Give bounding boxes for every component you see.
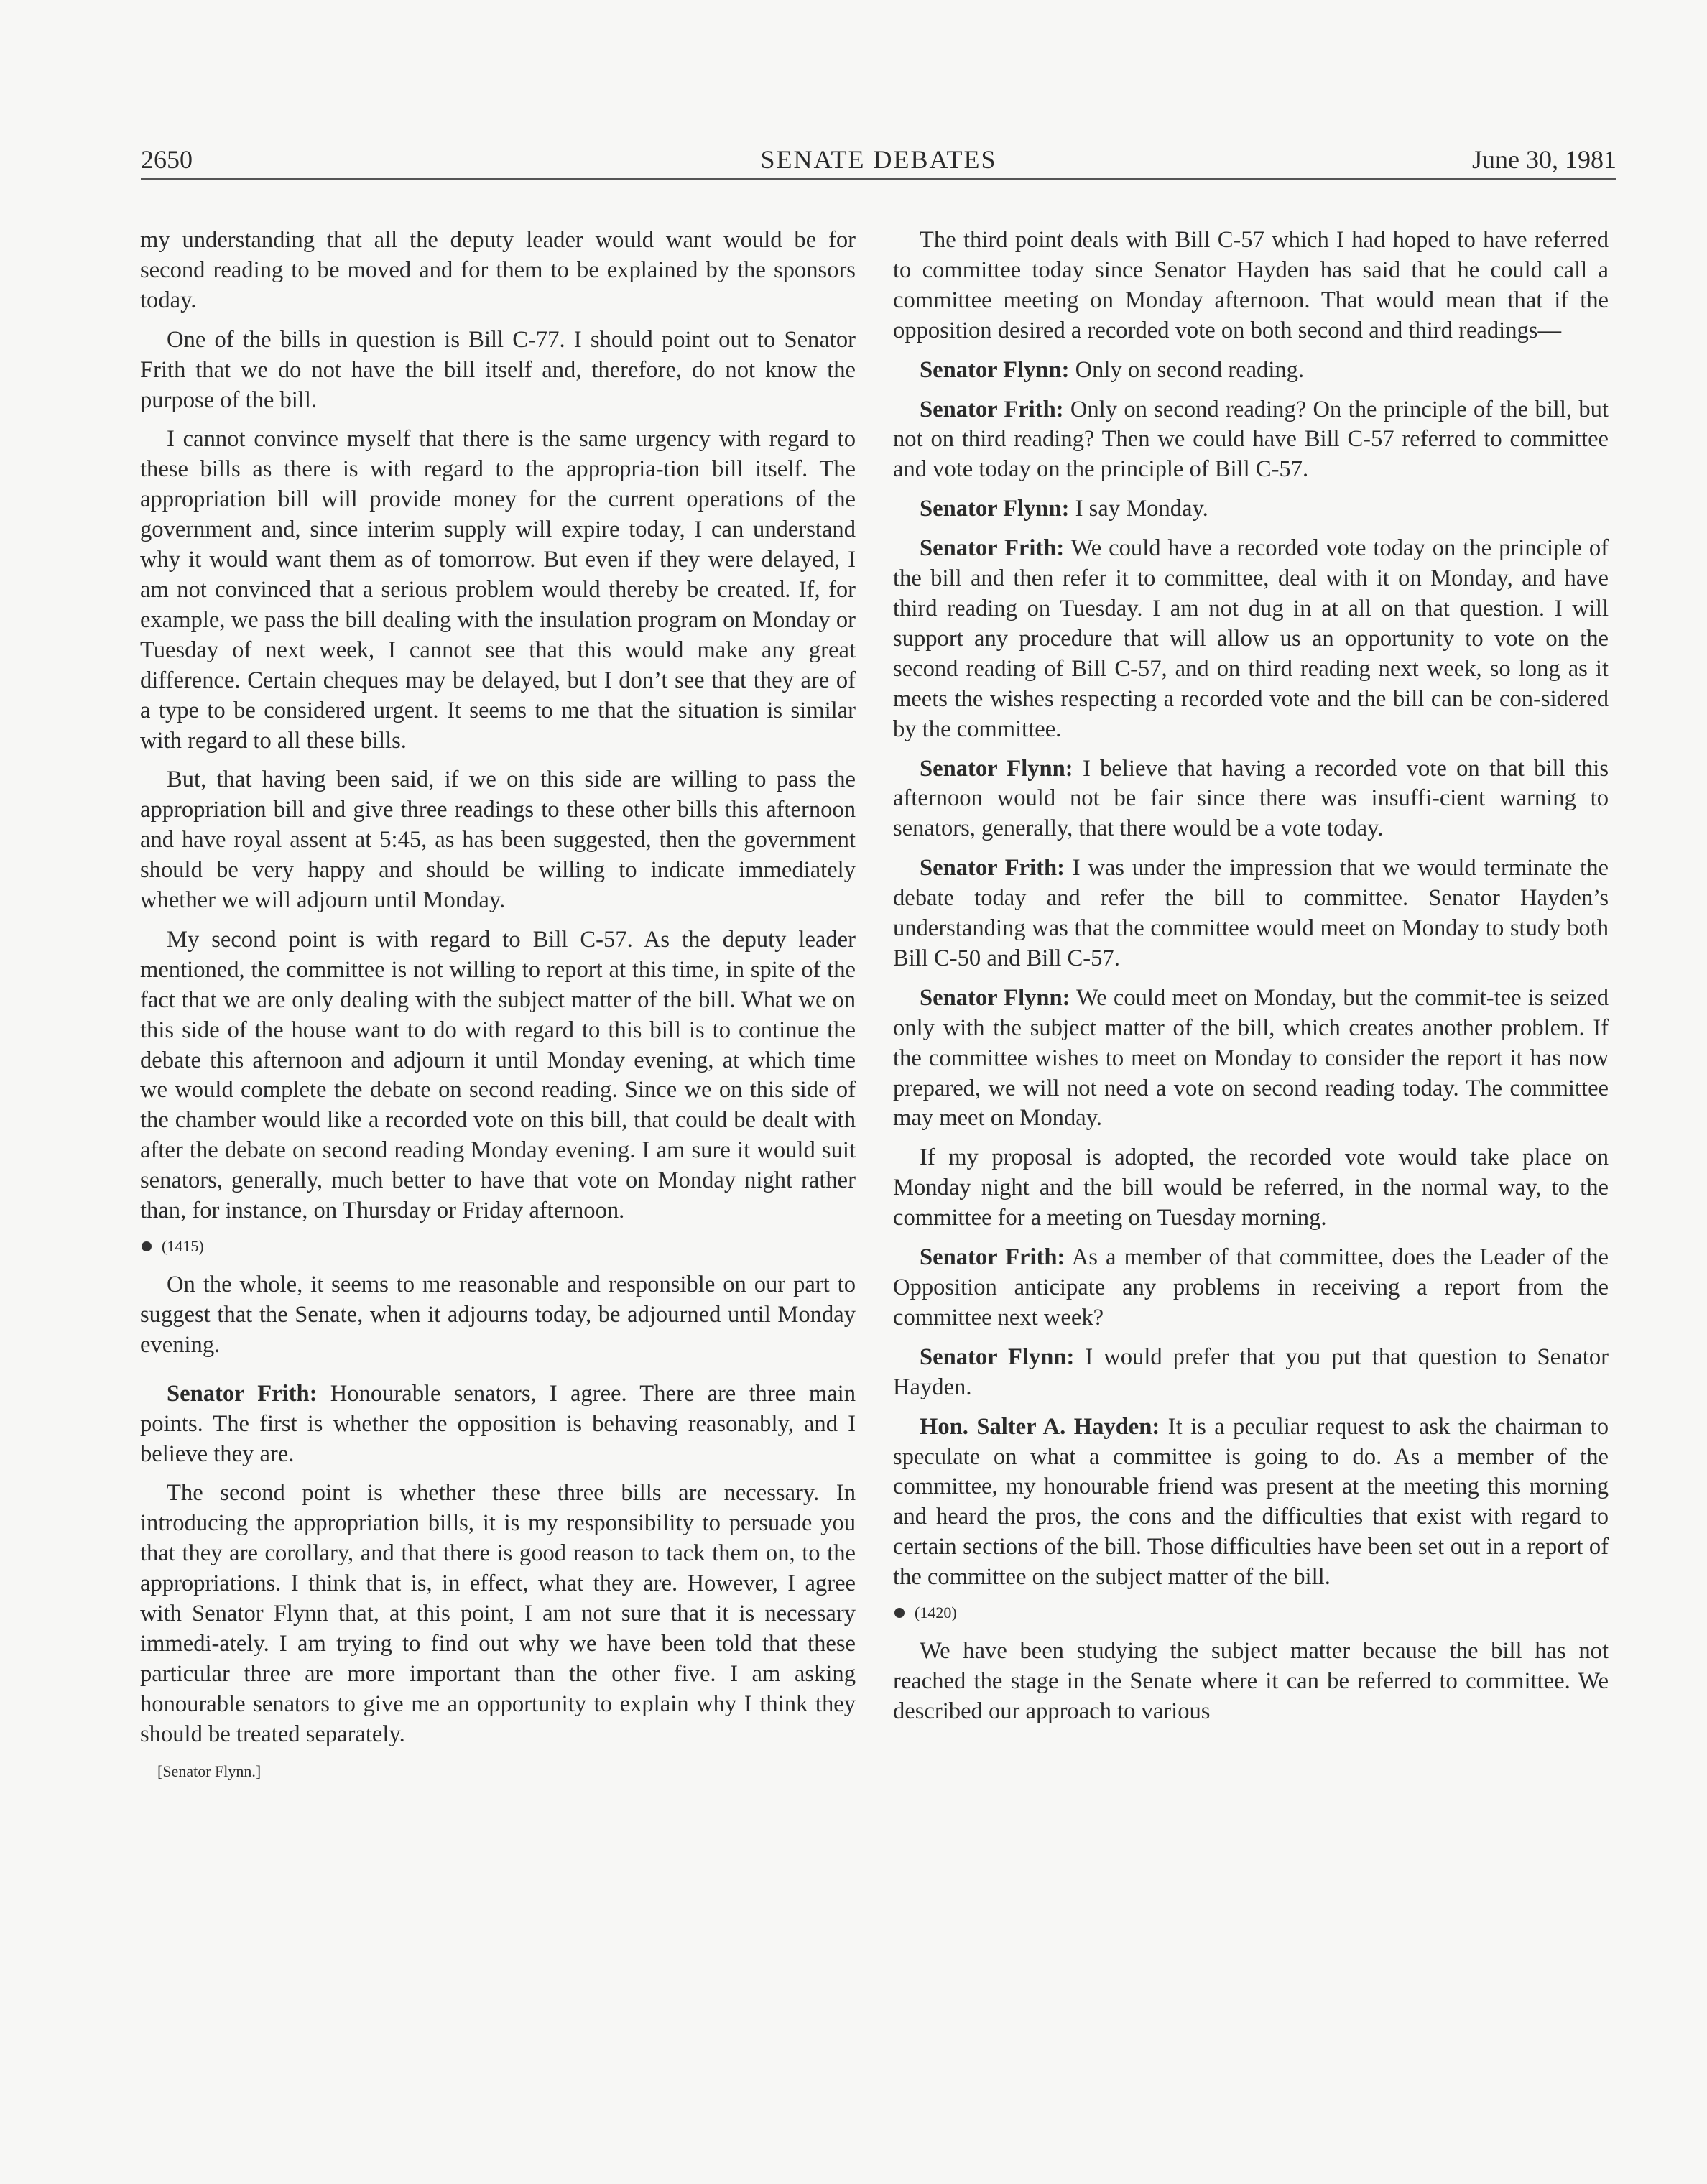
speech-paragraph — [893, 356, 1609, 386]
speech-text: I believe that having a recorded vote on that bill this afternoon would not be fair since there was insuffi-cient warning to senators, generally, that there would be a vote today. — [893, 755, 1609, 842]
speaker-name: Senator Frith: — [920, 855, 1065, 882]
speaker-name: Senator Flynn: — [920, 356, 1070, 383]
paragraph: We have been studying the subject matter because the bill has not reached the stage in the Senate where it can be referred to committee. We described our approach to various — [893, 1638, 1609, 1724]
page-header — [141, 144, 1616, 180]
left-column — [140, 226, 856, 1783]
bullet-icon — [142, 1241, 152, 1251]
speech-text: I would prefer that you put that question to Senator Hayden. — [893, 1343, 1609, 1400]
paragraph: My second point is with regard to Bill C-57. As the deputy leader mentioned, the committee is not willing to report at this time, in spite of the fact that we are only dealing with the subject matter of the bill. What we on this side of the house want to do with regard to this bill is to continue the debate this afternoon and adjourn it until Monday evening, at which time we would complete the debate on second reading. Since we on this side of the chamber would like a recorded vote on this bill, that could be dealt with after the debate on second reading Monday evening. I am sure it would suit senators, generally, much better to have that vote on Monday night rather than, for instance, on Thursday or Friday afternoon. — [140, 926, 856, 1224]
speech-paragraph — [893, 853, 1609, 974]
speech-paragraph — [893, 1412, 1609, 1593]
speaker-name: Senator Flynn: — [920, 984, 1070, 1011]
bullet-icon — [894, 1608, 905, 1618]
speech-paragraph — [893, 754, 1609, 845]
speech-paragraph — [893, 984, 1609, 1134]
speech-text: We could meet on Monday, but the commit-tee is seized only with the subject matter of the bill, which creates another problem. If the committee wishes to meet on Monday to consider the report it has now prepared, we will not need a vote on second reading today. The committee may meet on Monday. — [893, 984, 1609, 1132]
speaker-name: Senator Flynn: — [920, 755, 1073, 782]
speech-text: Honourable senators, I agree. There are three main points. The first is whether the opposition is behaving reasonably, and I believe they are. — [140, 1380, 856, 1467]
speech-text: I say Monday. — [1075, 496, 1208, 522]
footnote: [Senator Flynn.] — [157, 1762, 262, 1780]
page-title: SENATE DEBATES — [760, 145, 997, 174]
time-marker — [893, 1602, 1609, 1624]
speech-paragraph — [893, 494, 1609, 524]
time-marker-label: (1420) — [915, 1604, 957, 1622]
paragraph: One of the bills in question is Bill C-77. I should point out to Senator Frith that we do not have the bill itself and, therefore, do not know the purpose of the bill. — [140, 326, 856, 413]
paragraph: But, that having been said, if we on this side are willing to pass the appropriation bill and give three readings to these other bills this afternoon and have royal assent at 5:45, as has been suggested, then the government should be very happy and should be willing to indicate immediately whether we will adjourn until Monday. — [140, 767, 856, 914]
speech-text: It is a peculiar request to ask the chairman to speculate on what a committee is going to do. As a member of the committee, my honourable friend was present at the meeting this morning and heard the pros, the cons and the difficulties that exist with regard to certain sections of the bill. Those difficulties have been set out in a report of the committee on the subject matter of the bill. — [893, 1413, 1609, 1591]
paragraph: my understanding that all the deputy leader would want would be for second reading to be moved and for them to be explained by the sponsors today. — [140, 227, 856, 313]
page-date: June 30, 1981 — [1472, 145, 1616, 174]
paragraph: If my proposal is adopted, the recorded vote would take place on Monday night and the bill would be referred, in the normal way, to the committee for a meeting on Tuesday morning. — [893, 1144, 1609, 1231]
speech-text: Only on second reading. — [1075, 356, 1305, 383]
time-marker — [140, 1236, 856, 1257]
speech-paragraph — [893, 395, 1609, 486]
speech-text: Only on second reading? On the principle of the bill, but not on third reading? Then we could have Bill C-57 referred to committee and vote today on the principle of Bill C-57. — [893, 396, 1609, 483]
right-column — [893, 226, 1609, 1736]
paragraph: On the whole, it seems to me reasonable and responsible on our part to suggest that the Senate, when it adjourns today, be adjourned until Monday evening. — [140, 1272, 856, 1358]
speaker-name: Senator Frith: — [920, 535, 1065, 562]
speech-paragraph — [893, 534, 1609, 744]
speech-paragraph — [893, 1343, 1609, 1403]
speaker-name: Senator Flynn: — [920, 496, 1070, 522]
speech-paragraph — [140, 1379, 856, 1470]
speaker-name: Senator Frith: — [167, 1380, 318, 1407]
speech-text: I was under the impression that we would terminate the debate today and refer the bill to committee. Senator Hayden’s understanding was that the committee would meet on Monday to study both Bill C-50 and Bill C-57. — [893, 855, 1609, 971]
speaker-name: Senator Frith: — [920, 396, 1064, 422]
speech-paragraph — [893, 1243, 1609, 1333]
speaker-name: Senator Frith: — [920, 1244, 1065, 1271]
paragraph: The second point is whether these three bills are necessary. In introducing the appropriation bills, it is my responsibility to persuade you that they are corollary, and that there is good reason to tack them on, to the appropriations. I think that is, in effect, what they are. However, I agree with Senator Flynn that, at this point, I am not sure that it is necessary immedi-ately. I am trying to find out why we have been told that these particular three are more important than the other five. I am asking honourable senators to give me an opportunity to explain why I think they should be treated separately. — [140, 1480, 856, 1747]
speaker-name: Senator Flynn: — [920, 1343, 1075, 1370]
speaker-name: Hon. Salter A. Hayden: — [920, 1413, 1160, 1440]
paragraph: I cannot convince myself that there is the same urgency with regard to these bills as there is with regard to the appropria-tion bill itself. The appropriation bill will provide money for the current operations of the government and, since interim supply will expire today, I can understand why it would want them as of tomorrow. But even if they were delayed, I am not convinced that a serious problem would thereby be created. If, for example, we pass the bill dealing with the insulation program on Monday or Tuesday of next week, I cannot see that this would make any great difference. Certain cheques may be delayed, but I don’t see that they are of a type to be considered urgent. It seems to me that the situation is similar with regard to all these bills. — [140, 426, 856, 754]
paragraph: The third point deals with Bill C-57 which I had hoped to have referred to committee today since Senator Hayden has said that he could call a committee meeting on Monday afternoon. That would mean that if the opposition desired a recorded vote on both second and third readings— — [893, 227, 1609, 343]
time-marker-label: (1415) — [162, 1237, 204, 1255]
speech-text: We could have a recorded vote today on the principle of the bill and then refer it to committee, deal with it on Monday, and have third reading on Tuesday. I am not dug in at all on that question. I will support any procedure that will allow us an opportunity to vote on the second reading of Bill C-57, and on third reading next week, so long as it meets the wishes respecting a recorded vote and the bill can be con-sidered by the committee. — [893, 535, 1609, 742]
page-number: 2650 — [141, 145, 193, 174]
speech-text: As a member of that committee, does the Leader of the Opposition anticipate any problems in receiving a report from the committee next week? — [893, 1244, 1609, 1331]
